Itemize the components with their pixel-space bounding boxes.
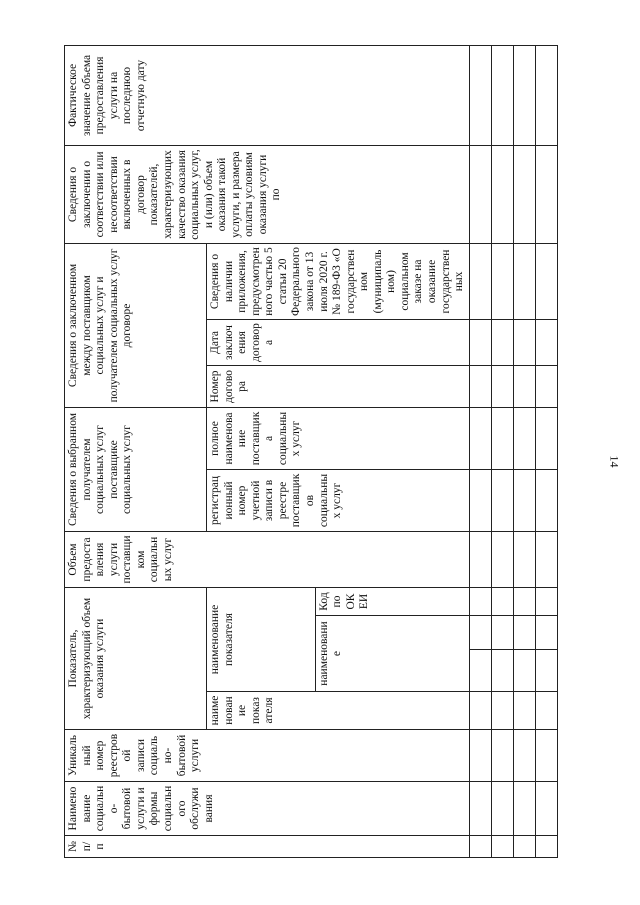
header-provider-name: полное наименование поставщика социальных услуг — [207, 407, 470, 469]
header-unit-group: наименование показателя — [207, 588, 316, 692]
table-row — [535, 45, 557, 857]
header-contract-annex: Сведения о наличии приложения, предусмотренного частью 5 статьи 20 Федерального закона от 13 июля 2020 г. № 189-ФЗ «О государственном (муниципальном) социальном заказе на оказание государственных — [207, 243, 470, 319]
header-contract-group: Сведения о заключенном между поставщиком социальных услуг и получателем социальных услуг договоре — [65, 243, 207, 407]
table-row — [513, 45, 535, 857]
header-service-name: Наименование социально-бытовой услуги и формы социального обслуживания — [65, 782, 470, 836]
page-number: 14 — [607, 455, 622, 468]
header-volume: Объем предоставления услуги поставщиком социальных услуг — [65, 532, 470, 588]
header-no: № п/ п — [65, 836, 470, 858]
header-indicator-name: наименование показателя — [207, 692, 470, 730]
table-row — [491, 45, 513, 857]
table-row — [469, 45, 491, 857]
header-indicator-group: Показатель, характеризующий объем оказания услуги — [65, 588, 207, 730]
header-conclusions: Сведения о заключении о соответствии или несоответствии включенных в договор показателей, характеризующих качество оказания социальных услуг, и (или) объем оказания такой услуги, и размера оплаты условиям оказания услуги по — [65, 145, 470, 243]
header-provider-reg: регистрационный номер учетной записи в реестре поставщиков социальных услуг — [207, 470, 470, 532]
header-unit-name: наименование — [315, 616, 469, 692]
header-actual-value: Фактическое значение объема предоставления услуги на последнюю отчетную дату — [65, 45, 470, 145]
header-okei-code: Код по ОКЕИ — [315, 588, 469, 616]
header-row-1 — [65, 45, 207, 857]
service-table — [64, 45, 558, 858]
rotated-table-sheet — [64, 46, 584, 858]
header-provider-group: Сведения о выбранном получателем социальных услуг поставщике социальных услуг — [65, 407, 207, 531]
header-contract-number: Номер договора — [207, 365, 470, 407]
header-registry-number: Уникальный номер реестровой записи социально-бытовой услуги — [65, 730, 470, 782]
header-contract-date: Дата заключения договора — [207, 319, 470, 365]
